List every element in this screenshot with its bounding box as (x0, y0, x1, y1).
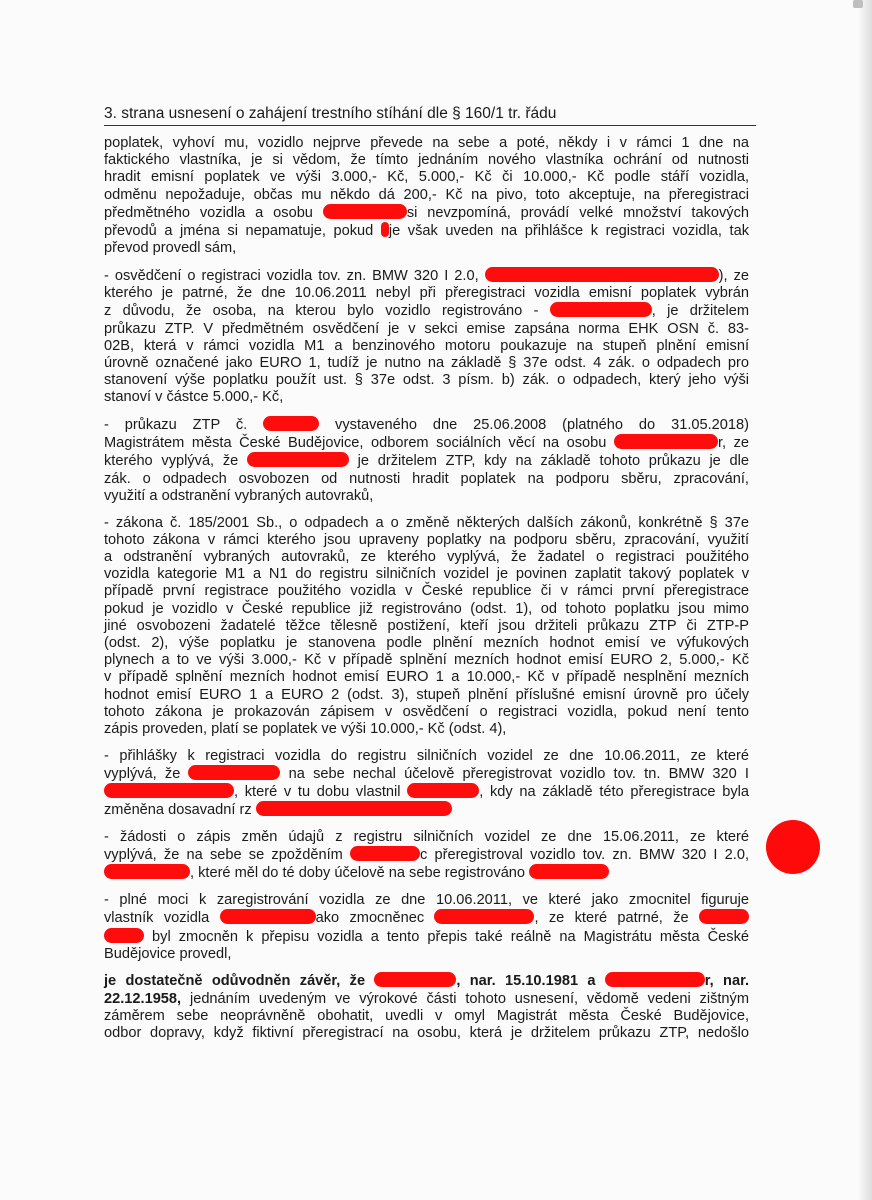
text-line: (odst. 2), výše poplatku je stanovena podle plnění mezních hodnot emisí ve výfukových (104, 634, 749, 651)
text-line: poplatek, vyhoví mu, vozidlo nejprve převede na sebe a poté, někdy i v rámci 1 dne na (104, 135, 749, 151)
redaction-mark (434, 909, 534, 924)
redaction-mark (529, 864, 609, 879)
text-line: - zákona č. 185/2001 Sb., o odpadech a o změně některých dalších zákonů, konkrétně § 37e (104, 514, 749, 531)
redaction-mark (605, 972, 705, 987)
paragraph (104, 829, 749, 883)
redaction-mark (374, 972, 456, 987)
redaction-mark (485, 267, 719, 282)
text-line: jiné osvobozeni žadatelé těžce tělesně postižení, kteří jsou držiteli průkazu ZTP či ZTP-P (104, 617, 749, 634)
text-line: v případě splnění mezních hodnot emisí EURO 1 a 10.000,- Kč v případě nesplnění mezních (104, 669, 749, 686)
text-line: 22.12.1958, jednáním uvedeným ve výrokové části tohoto usnesení, vědomě vedeni zištným (104, 990, 749, 1007)
text-line: zápis proveden, platí se poplatek ve výši 10.000,- Kč (odst. 4), (104, 721, 507, 737)
text-line: úrovně označené jako EURO 1, tudíž je nutno na základě § 37e odst. 4 zák. o odpadech pro (104, 354, 749, 371)
text-line: využití a odstranění vybraných autovraků, (104, 487, 374, 504)
text-line: tohoto zákona v rámci kterého jsou upraveny poplatky na podporu sběru, zpracování, využití (104, 531, 749, 548)
redaction-mark (350, 846, 420, 861)
text-line: , které v tu dobu vlastnil , kdy na základě této přeregistrace byla (104, 783, 749, 801)
paragraph (104, 892, 749, 963)
text-line: Budějovice provedl, (104, 945, 232, 962)
text-line: převodů a jména si nepamatuje, pokud je však uveden na přihlášce k registraci vozidla, tak (104, 223, 749, 240)
text-line: vyplývá, že na sebe se zpožděním c přeregistroval vozidlo tov. zn. BMW 320 I 2.0, (104, 847, 749, 864)
redaction-mark (104, 783, 234, 798)
paragraph (104, 972, 749, 1042)
text-line: byl zmocněn k přepisu vozidla a tento přepis také reálně na Magistrátu města České (104, 928, 749, 946)
redaction-mark (323, 204, 407, 219)
redaction-mark (256, 801, 452, 816)
redaction-mark (550, 302, 652, 317)
redaction-mark (699, 909, 749, 924)
text-line: - přihlášky k registraci vozidla do registru silničních vozidel ze dne 10.06.2011, ze které (104, 747, 749, 764)
text-line: zák. o odpadech osvobozen od nutnosti hradit poplatek na podporu sběru, zpracování, (104, 470, 749, 487)
page-header: 3. strana usnesení o zahájení trestního stíhání dle § 160/1 tr. řádu (104, 104, 756, 126)
paragraph (104, 748, 749, 820)
text-line: případě první registrace použitého vozidla v České republice či v rámci první přeregistrace (104, 583, 749, 600)
text-line: kterého vyplývá, že je držitelem ZTP, kdy na základě tohoto průkazu je dle (104, 453, 749, 470)
text-line: plynech a to ve výši 3.000,- Kč v případě splnění mezních hodnot emisí EURO 2, 5.000,- Kč (104, 652, 749, 669)
text-line: odměnu nepožaduje, občas mu někdo dá 200,- Kč na pivo, toto akceptuje, na přeregistraci (104, 186, 749, 203)
text-line: kterého je patrné, že dne 10.06.2011 nebyl při přeregistraci vozidla emisní poplatek vybrán (104, 285, 749, 302)
text-line: 02B, která v rámci vozidla M1 a benzinového motoru poukazuje na stupeň plnění emisní (104, 337, 749, 354)
redaction-mark (104, 864, 190, 879)
redaction-mark (381, 222, 389, 237)
text-line: a odstranění vybraných autovraků, ze kterého vyplývá, že žadatel o registraci použitého (104, 548, 749, 565)
text-line: hodnot emisí EURO 1 a EURO 2 (odst. 3), stupeň plnění příslušné emisní úrovně pro účely (104, 686, 749, 703)
text-line: tohoto zákona je prokazován zápisem v osvědčení o registraci vozidla, pokud není tento (104, 703, 749, 720)
text-line: - žádosti o zápis změn údajů z registru silničních vozidel ze dne 15.06.2011, ze které (104, 829, 749, 846)
text-line: - průkazu ZTP č. vystaveného dne 25.06.2008 (platného do 31.05.2018) (104, 417, 749, 434)
redaction-mark (104, 928, 144, 943)
redaction-mark (247, 452, 349, 467)
redaction-mark (263, 416, 319, 431)
text-line: stanoví v částce 5.000,- Kč, (104, 389, 284, 406)
text-line: vyplývá, že na sebe nechal účelově přeregistrovat vozidlo tov. tn. BMW 320 I (104, 765, 749, 782)
text-line: záměrem sebe neoprávněně obohatit, uvedli v omyl Magistrát města České Budějovice, (104, 1007, 749, 1024)
text-line: - osvědčení o registraci vozidla tov. zn. BMW 320 I 2.0, ), ze (104, 267, 749, 284)
paragraph (104, 515, 749, 739)
redaction-mark (220, 909, 316, 924)
text-line: - plné moci k zaregistrování vozidla ze dne 10.06.2011, ve které jako zmocnitel figuruje (104, 892, 749, 909)
text-line: odbor dopravy, když fiktivní přeregistrací na osobu, která je držitelem průkazu ZTP, nedošlo (104, 1025, 749, 1042)
text-line: stanovení výše poplatku použít ust. § 37e odst. 3 písm. b) zák. o odpadech, který jeho výši (104, 372, 749, 389)
text-line: hradit emisní poplatek ve výši 3.000,- Kč, 5.000,- Kč či 10.000,- Kč podle stáří vozidla, (104, 169, 749, 186)
paragraph (104, 416, 749, 505)
text-line: předmětného vozidla a osobu si nevzpomíná, provádí velké množství takových (104, 204, 749, 221)
text-line: Magistrátem města České Budějovice, odborem sociálních věcí na osobu r, ze (104, 435, 749, 452)
document-body (104, 135, 749, 1052)
scan-edge-shadow (858, 0, 872, 1200)
text-line: převod provedl sám, (104, 240, 237, 257)
red-circle-mark (766, 820, 820, 874)
redaction-mark (614, 434, 718, 449)
paragraph (104, 267, 749, 407)
redaction-mark (188, 765, 280, 780)
text-line: vozidla kategorie M1 a N1 do registru silničních vozidel je povinen zaplatit takový poplatek v (104, 566, 749, 583)
text-line: pokud je vozidlo v České republice již registrováno (odst. 1), od tohoto poplatku jsou mimo (104, 600, 749, 617)
text-line: vlastník vozidla ako zmocněnec , ze které patrné, že (104, 909, 749, 927)
text-line: změněna dosavadní rz (104, 801, 749, 819)
text-line: z důvodu, že osoba, na kterou bylo vozidlo registrováno - , je držitelem (104, 303, 749, 320)
redaction-mark (407, 783, 479, 798)
text-line: průkazu ZTP. V předmětném osvědčení je v sekci emise zapsána norma EHK OSN č. 83- (104, 320, 749, 337)
text-line: faktického vlastníka, je si vědom, že tímto jednáním nového vlastníka ochrání od nutnosti (104, 152, 749, 169)
text-line: , které měl do té doby účelově na sebe registrováno (104, 864, 749, 882)
text-line: je dostatečně odůvodněn závěr, že , nar. 15.10.1981 a r, nar. (104, 973, 749, 990)
scan-corner-mark (853, 0, 863, 8)
paragraph (104, 135, 749, 257)
